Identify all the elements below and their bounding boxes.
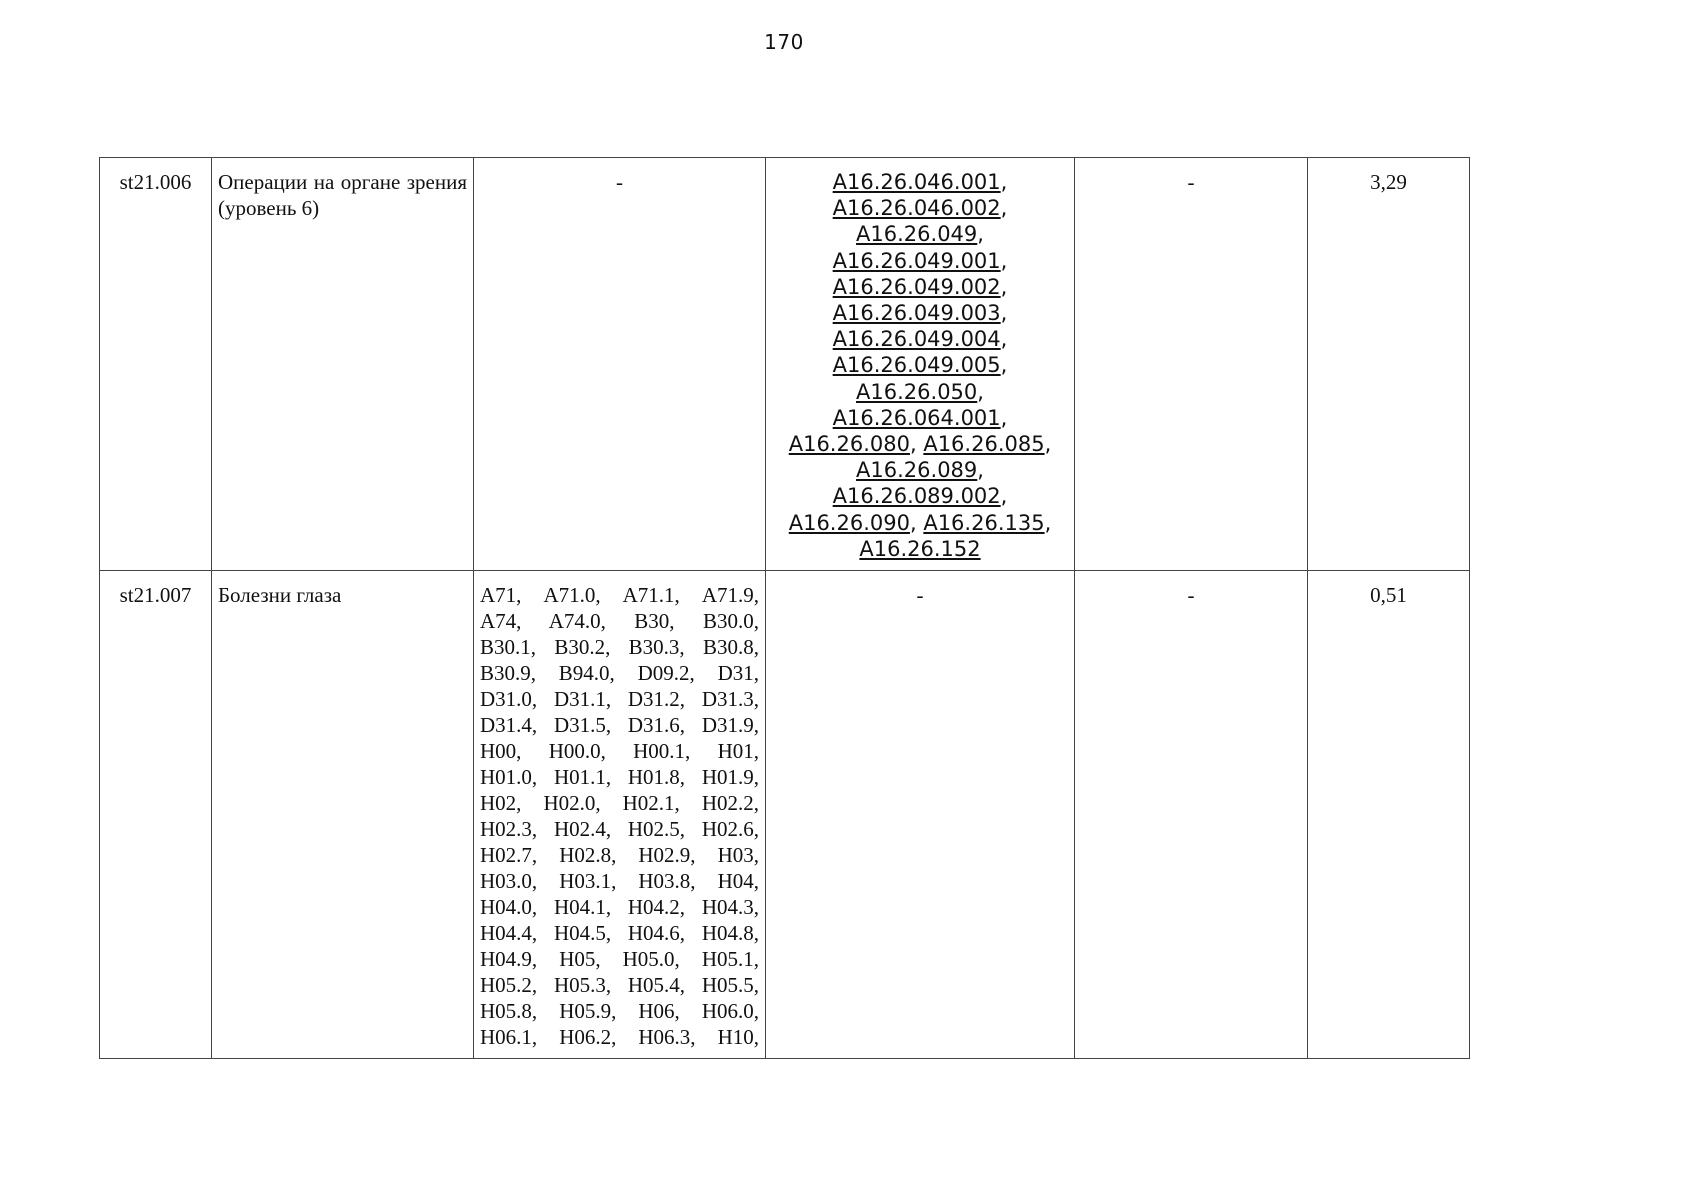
diagnosis-line: H02, H02.0, H02.1, H02.2, bbox=[480, 791, 759, 816]
row-code: st21.007 bbox=[100, 571, 212, 1059]
diagnosis-line: H04.9, H05, H05.0, H05.1, bbox=[480, 947, 759, 972]
service-code-link[interactable]: A16.26.046.002 bbox=[832, 196, 1001, 221]
diagnosis-line: B30.1, B30.2, B30.3, B30.8, bbox=[480, 635, 759, 660]
service-code-link[interactable]: A16.26.049.001 bbox=[832, 248, 1001, 273]
service-line: A16.26.090, A16.26.135, bbox=[788, 510, 1052, 535]
row-other-criteria: - bbox=[1075, 158, 1308, 571]
service-line bbox=[772, 536, 1068, 562]
page-number: 170 bbox=[764, 30, 804, 54]
table-row bbox=[100, 571, 1470, 1059]
service-line: A16.26.049.004, bbox=[832, 327, 1008, 352]
service-line: A16.26.064.001, bbox=[832, 405, 1008, 430]
row-diagnoses: - bbox=[474, 158, 766, 571]
service-code-link[interactable]: A16.26.085 bbox=[923, 432, 1045, 457]
service-code-link[interactable]: A16.26.089 bbox=[856, 458, 978, 483]
service-line: A16.26.049.001, bbox=[832, 248, 1008, 273]
row-services bbox=[766, 158, 1075, 571]
service-line: A16.26.049, bbox=[856, 222, 984, 247]
service-line: A16.26.089, bbox=[856, 458, 984, 483]
service-line: A16.26.050, bbox=[856, 379, 984, 404]
row-coefficient: 0,51 bbox=[1308, 571, 1470, 1059]
diagnosis-line: H05.2, H05.3, H05.4, H05.5, bbox=[480, 973, 759, 998]
diagnosis-line: B30.9, B94.0, D09.2, D31, bbox=[480, 661, 759, 686]
service-code-link[interactable]: A16.26.049.002 bbox=[832, 274, 1001, 299]
row-services: - bbox=[766, 571, 1075, 1059]
service-code-link[interactable]: A16.26.049 bbox=[856, 222, 978, 247]
service-code-link[interactable]: A16.26.135 bbox=[923, 510, 1045, 535]
row-diagnoses bbox=[474, 571, 766, 1059]
service-line: A16.26.080, A16.26.085, bbox=[788, 432, 1052, 457]
diagnosis-line: A71, A71.0, A71.1, A71.9, bbox=[480, 583, 759, 608]
diagnosis-line: H01.0, H01.1, H01.8, H01.9, bbox=[480, 765, 759, 790]
diagnosis-line: H06.1, H06.2, H06.3, H10, bbox=[480, 1025, 759, 1050]
diagnosis-line: H02.3, H02.4, H02.5, H02.6, bbox=[480, 817, 759, 842]
service-code-link[interactable]: A16.26.049.003 bbox=[832, 301, 1001, 326]
service-line: A16.26.049.003, bbox=[832, 301, 1008, 326]
service-code-link[interactable]: A16.26.089.002 bbox=[832, 484, 1001, 509]
diagnosis-line: H05.8, H05.9, H06, H06.0, bbox=[480, 999, 759, 1024]
diagnosis-line: A74, A74.0, B30, B30.0, bbox=[480, 609, 759, 634]
diagnosis-line: H03.0, H03.1, H03.8, H04, bbox=[480, 869, 759, 894]
service-line: A16.26.049.002, bbox=[832, 274, 1008, 299]
row-name: Болезни глаза bbox=[212, 571, 474, 1059]
service-code-link[interactable]: A16.26.064.001 bbox=[832, 405, 1001, 430]
diagnosis-line: H04.0, H04.1, H04.2, H04.3, bbox=[480, 895, 759, 920]
table-row bbox=[100, 158, 1470, 571]
diagnosis-line: H02.7, H02.8, H02.9, H03, bbox=[480, 843, 759, 868]
diagnosis-line: D31.0, D31.1, D31.2, D31.3, bbox=[480, 687, 759, 712]
service-code-link[interactable]: A16.26.049.005 bbox=[832, 353, 1001, 378]
diagnosis-line: D31.4, D31.5, D31.6, D31.9, bbox=[480, 713, 759, 738]
row-coefficient: 3,29 bbox=[1308, 158, 1470, 571]
service-code-link[interactable]: A16.26.046.001 bbox=[832, 170, 1001, 194]
diagnosis-line: H00, H00.0, H00.1, H01, bbox=[480, 739, 759, 764]
service-code-link[interactable]: A16.26.152 bbox=[859, 536, 981, 561]
row-other-criteria: - bbox=[1075, 571, 1308, 1059]
diagnosis-line: H04.4, H04.5, H04.6, H04.8, bbox=[480, 921, 759, 946]
service-code-link[interactable]: A16.26.080 bbox=[788, 432, 910, 457]
service-code-link[interactable]: A16.26.049.004 bbox=[832, 327, 1001, 352]
service-line: A16.26.049.005, bbox=[832, 353, 1008, 378]
row-name: Операции на органе зрения (уровень 6) bbox=[212, 158, 474, 571]
service-code-link[interactable]: A16.26.090 bbox=[788, 510, 910, 535]
row-code: st21.006 bbox=[100, 158, 212, 571]
service-code-link[interactable]: A16.26.050 bbox=[856, 379, 978, 404]
service-line: A16.26.089.002, bbox=[832, 484, 1008, 509]
service-line: A16.26.046.002, bbox=[832, 196, 1008, 221]
service-line: A16.26.046.001, bbox=[832, 170, 1008, 194]
tariff-table bbox=[99, 157, 1470, 1059]
